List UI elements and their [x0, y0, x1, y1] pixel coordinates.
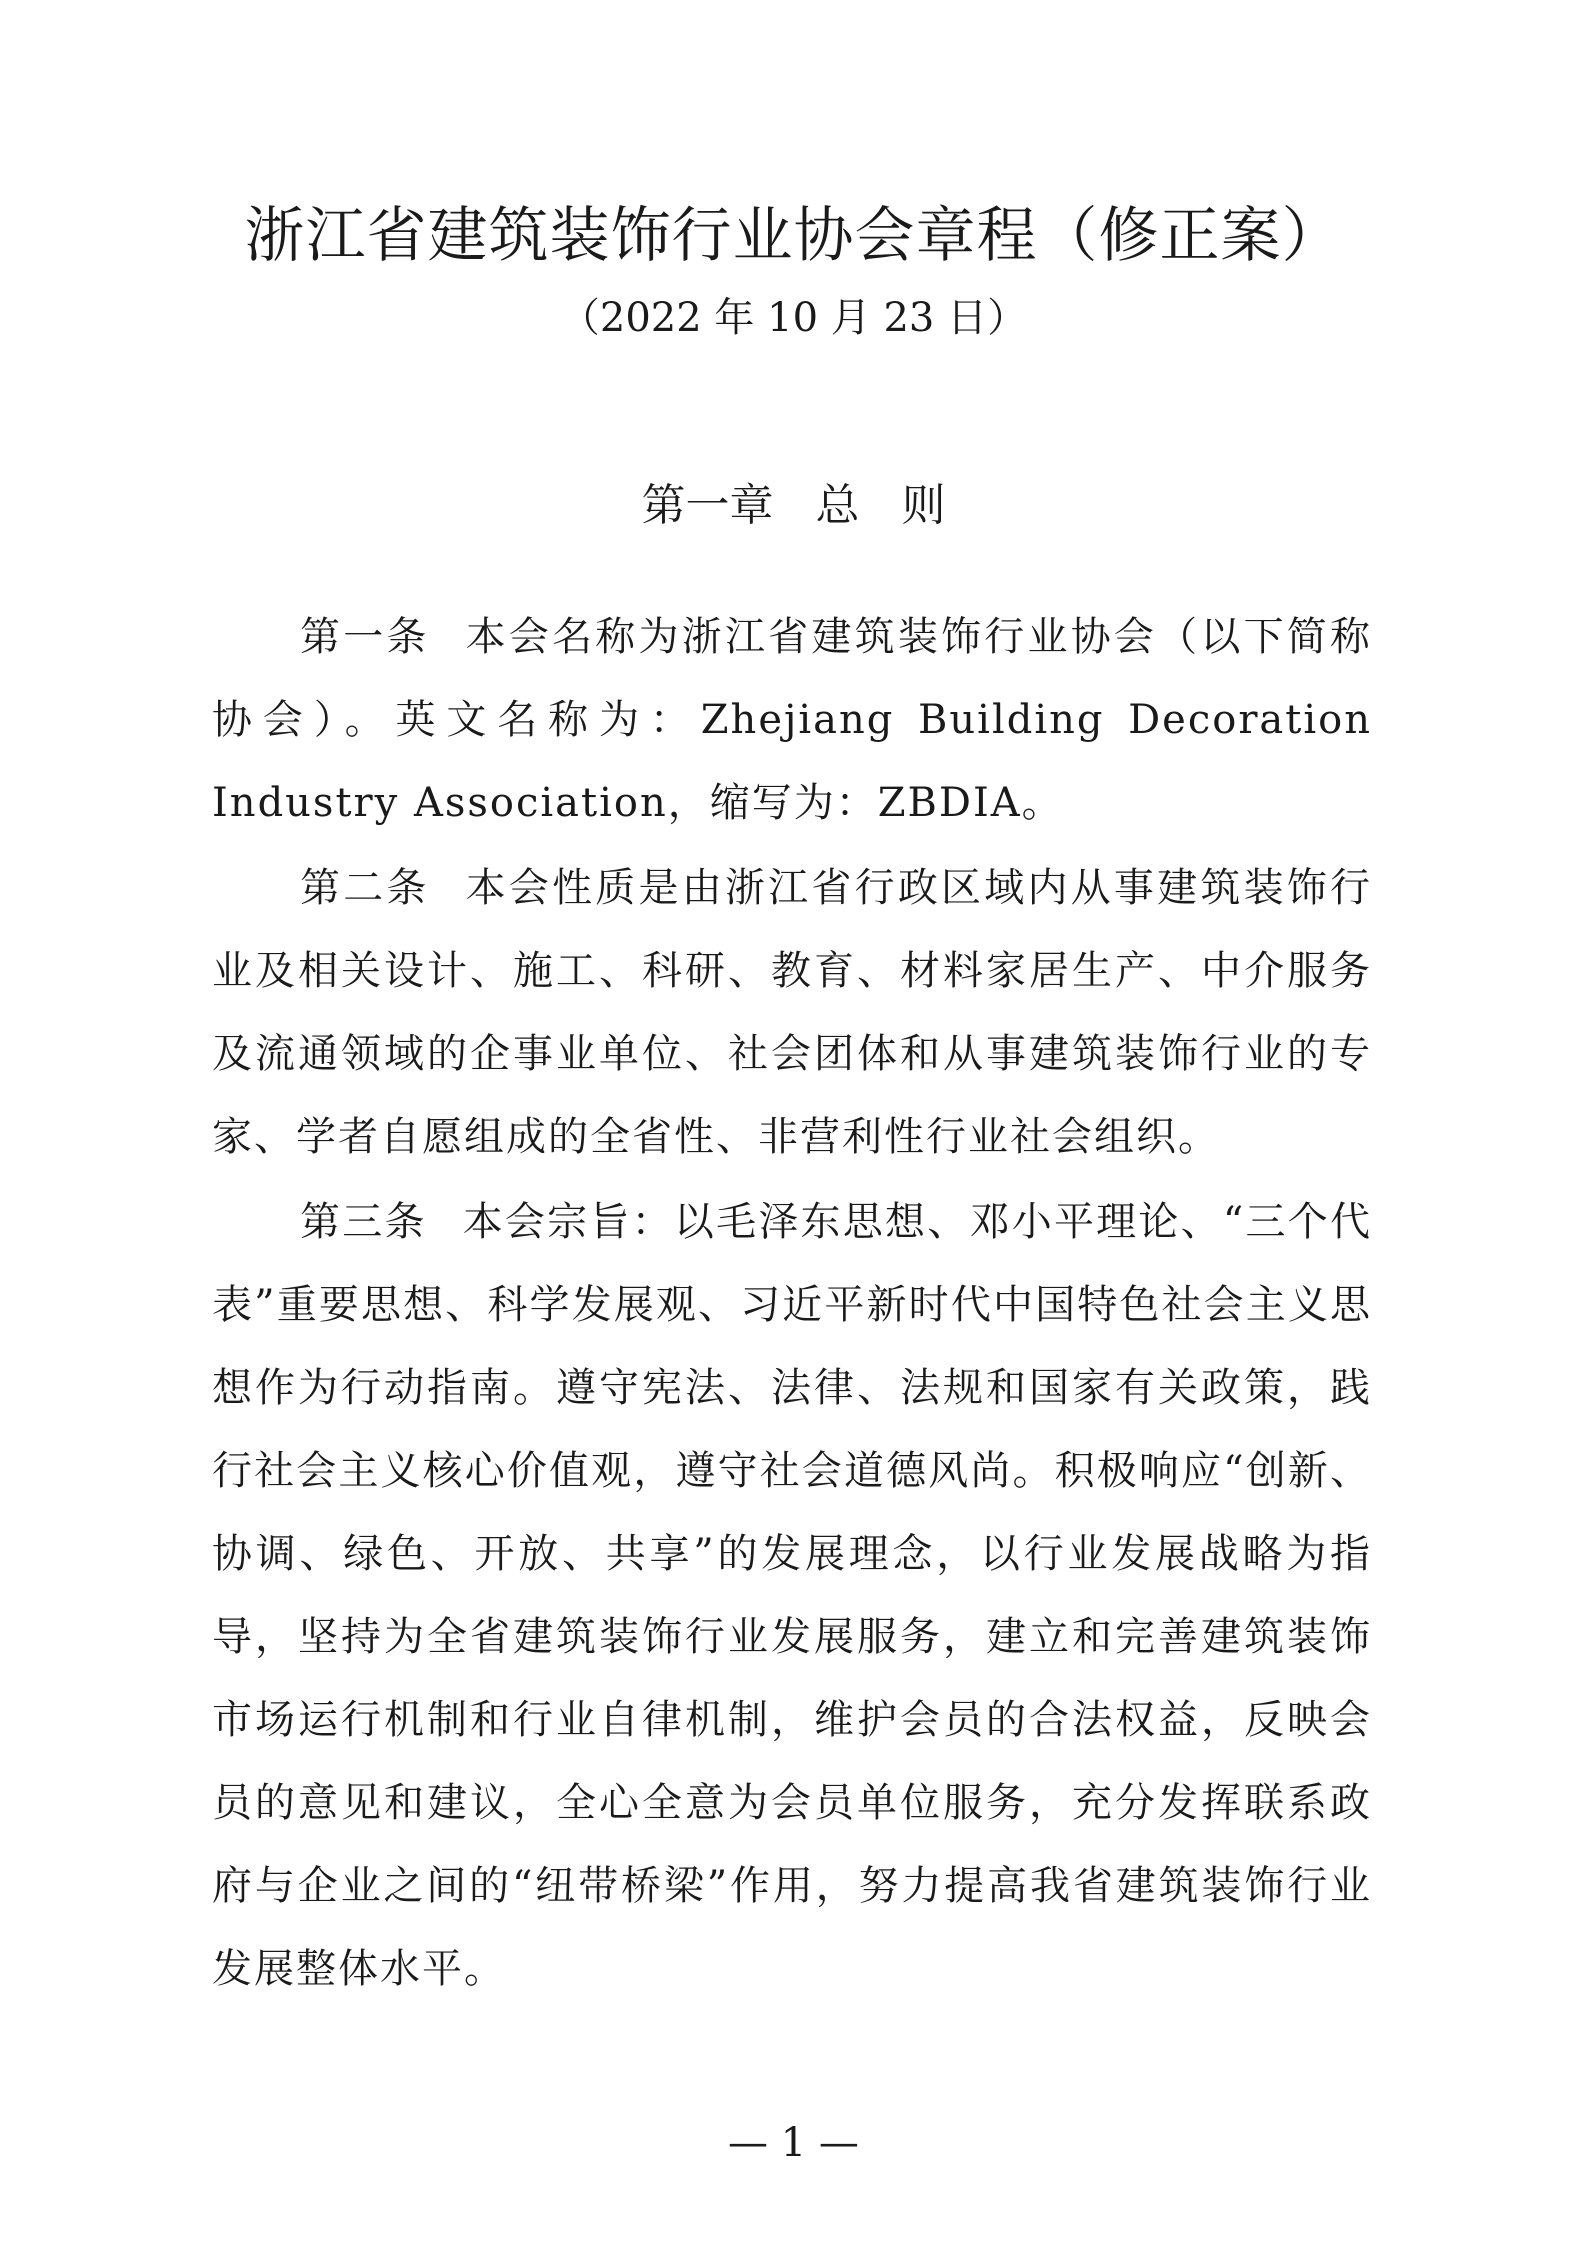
article-label: 第三条 — [300, 1199, 427, 1245]
article-label: 第一条 — [300, 614, 430, 660]
article-3 — [212, 1181, 1372, 2011]
article-text: 本会性质是由浙江省行政区域内从事建筑装饰行业及相关设计、施工、科研、教育、材料家居生产、中介服务及流通领域的企事业单位、社会团体和从事建筑装饰行业的专家、学者自愿组成的全省性、非营利性行业社会组织。 — [212, 865, 1373, 1160]
article-1 — [212, 596, 1372, 845]
article-text: 本会宗旨：以毛泽东思想、邓小平理论、“三个代表”重要思想、科学发展观、习近平新时代中国特色社会主义思想作为行动指南。遵守宪法、法律、法规和国家有关政策，践行社会主义核心价值观，遵守社会道德风尚。积极响应“创新、协调、绿色、开放、共享”的发展理念，以行业发展战略为指导，坚持为全省建筑装饰行业发展服务，建立和完善建筑装饰市场运行机制和行业自律机制，维护会员的合法权益，反映会员的意见和建议，全心全意为会员单位服务，充分发挥联系政府与企业之间的“纽带桥梁”作用，努力提高我省建筑装饰行业发展整体水平。 — [212, 1199, 1373, 1992]
article-text: 本会名称为浙江省建筑装饰行业协会（以下简称协会）。英文名称为：Zhejiang Building Decoration Industry Association，缩写为：ZBDIA。 — [212, 614, 1373, 826]
article-label: 第二条 — [300, 865, 430, 911]
document-date: （2022 年 10 月 23 日） — [559, 295, 1028, 341]
article-2 — [212, 847, 1372, 1179]
document-title: 浙江省建筑装饰行业协会章程（修正案） — [244, 201, 1343, 271]
articles-section — [212, 596, 1372, 2013]
chapter-title: 第一章 总 则 — [641, 480, 946, 531]
page-number: — 1 — — [728, 2120, 859, 2166]
